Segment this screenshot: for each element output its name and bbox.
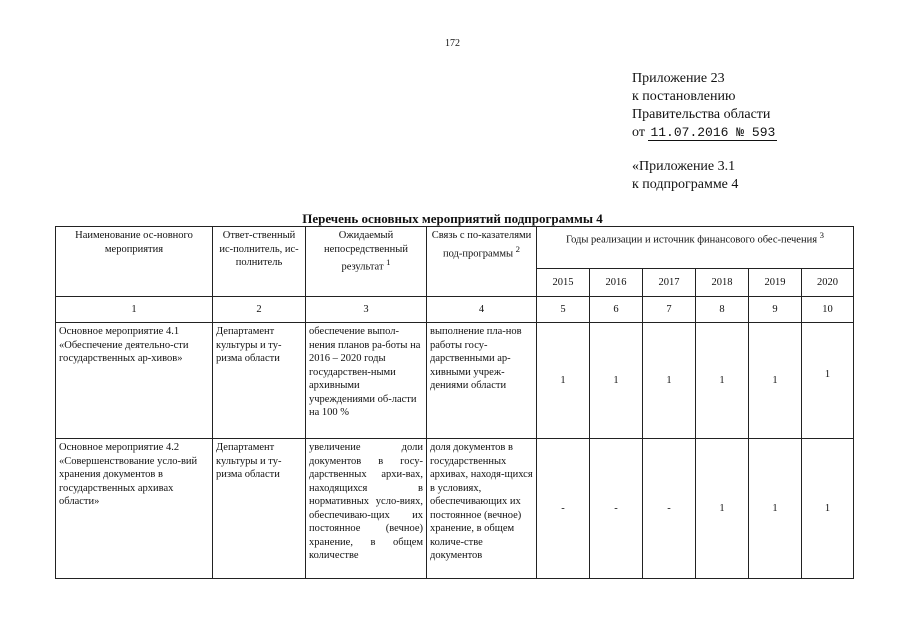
- value-2020: 1: [802, 439, 854, 579]
- appendix-line: Приложение 23: [632, 71, 725, 86]
- activity-result: обеспечение выпол-нения планов ра-боты на 2016 – 2020 годы государствен-ными архивными учреждениями об-ласти на 100 %: [306, 323, 427, 439]
- date-prefix: от: [632, 125, 645, 140]
- year-2018: 2018: [696, 269, 749, 297]
- header-name: Наименование ос-новного мероприятия: [56, 227, 213, 297]
- date-value: 11.07.2016: [650, 125, 729, 140]
- appendix-date-line: [632, 124, 777, 142]
- header-link: Связь с по-казателями под-программы $^2$: [427, 227, 537, 297]
- activity-executor: Департамент культуры и ту-ризма области: [213, 439, 306, 579]
- footnote-mark: 3: [819, 230, 825, 240]
- activity-name: Основное мероприятие 4.2 «Совершенствование усло-вий хранения документов в государственных архивах области»: [56, 439, 213, 579]
- document-title: Перечень основных мероприятий подпрограммы 4: [302, 211, 603, 226]
- value-2016: -: [590, 439, 643, 579]
- value-2015: -: [537, 439, 590, 579]
- activity-link: доля документов в государственных архивах, находя-щихся в условиях, обеспечивающих их постоянное (вечное) хранение, в общем количе-стве документов: [427, 439, 537, 579]
- activity-link: выполнение пла-нов работы госу-дарственными ар-хивными учреж-дениями области: [427, 323, 537, 439]
- column-number: 6: [590, 297, 643, 323]
- year-2020: 2020: [802, 269, 854, 297]
- column-number: 3: [306, 297, 427, 323]
- header-years-group: Годы реализации и источник финансового обес-печения $^3$: [537, 227, 854, 269]
- appendix-line: Правительства области: [632, 107, 771, 122]
- column-number: 10: [802, 297, 854, 323]
- value-2019: 1: [749, 323, 802, 439]
- number-value: 593: [751, 125, 776, 140]
- column-number: 7: [643, 297, 696, 323]
- column-numbers-row: [56, 297, 854, 323]
- header-executor: Ответ-ственный ис-полнитель, ис-полнитель: [213, 227, 306, 297]
- footnote-mark: 2: [515, 243, 521, 254]
- column-number: 5: [537, 297, 590, 323]
- value-2016: 1: [590, 323, 643, 439]
- value-2015: 1: [537, 323, 590, 439]
- activity-name: Основное мероприятие 4.1 «Обеспечение деятельно-сти государственных ар-хивов»: [56, 323, 213, 439]
- column-number: 9: [749, 297, 802, 323]
- column-number: 1: [56, 297, 213, 323]
- page-number: 172: [445, 38, 460, 49]
- table-row: [56, 323, 854, 439]
- column-number: 4: [427, 297, 537, 323]
- value-2017: -: [643, 439, 696, 579]
- activity-result: увеличение доли документов в госу-дарственных архи-вах, находящихся в нормативных усло-виях, обеспечиваю-щих их постоянное (вечное) хранение, в общем количестве: [306, 439, 427, 579]
- year-2019: 2019: [749, 269, 802, 297]
- appendix-block: [632, 70, 777, 142]
- footnote-mark: 1: [386, 257, 391, 267]
- column-number: 2: [213, 297, 306, 323]
- appendix-line: к постановлению: [632, 89, 736, 104]
- header-row: [56, 227, 854, 269]
- sub-appendix-line: к подпрограмме 4: [632, 177, 739, 192]
- year-2017: 2017: [643, 269, 696, 297]
- value-2019: 1: [749, 439, 802, 579]
- date-stamp: [648, 125, 777, 141]
- value-2018: 1: [696, 439, 749, 579]
- header-result: Ожидаемый непосредственный результат $^1$: [306, 227, 427, 297]
- column-number: 8: [696, 297, 749, 323]
- sub-appendix-block: [632, 158, 738, 194]
- activities-table: [55, 226, 854, 579]
- activity-executor: Департамент культуры и ту-ризма области: [213, 323, 306, 439]
- value-2017: 1: [643, 323, 696, 439]
- number-prefix: №: [736, 125, 745, 140]
- year-2016: 2016: [590, 269, 643, 297]
- value-2020: 1: [802, 323, 854, 439]
- sub-appendix-line: «Приложение 3.1: [632, 159, 736, 174]
- value-2018: 1: [696, 323, 749, 439]
- year-2015: 2015: [537, 269, 590, 297]
- table-row: [56, 439, 854, 579]
